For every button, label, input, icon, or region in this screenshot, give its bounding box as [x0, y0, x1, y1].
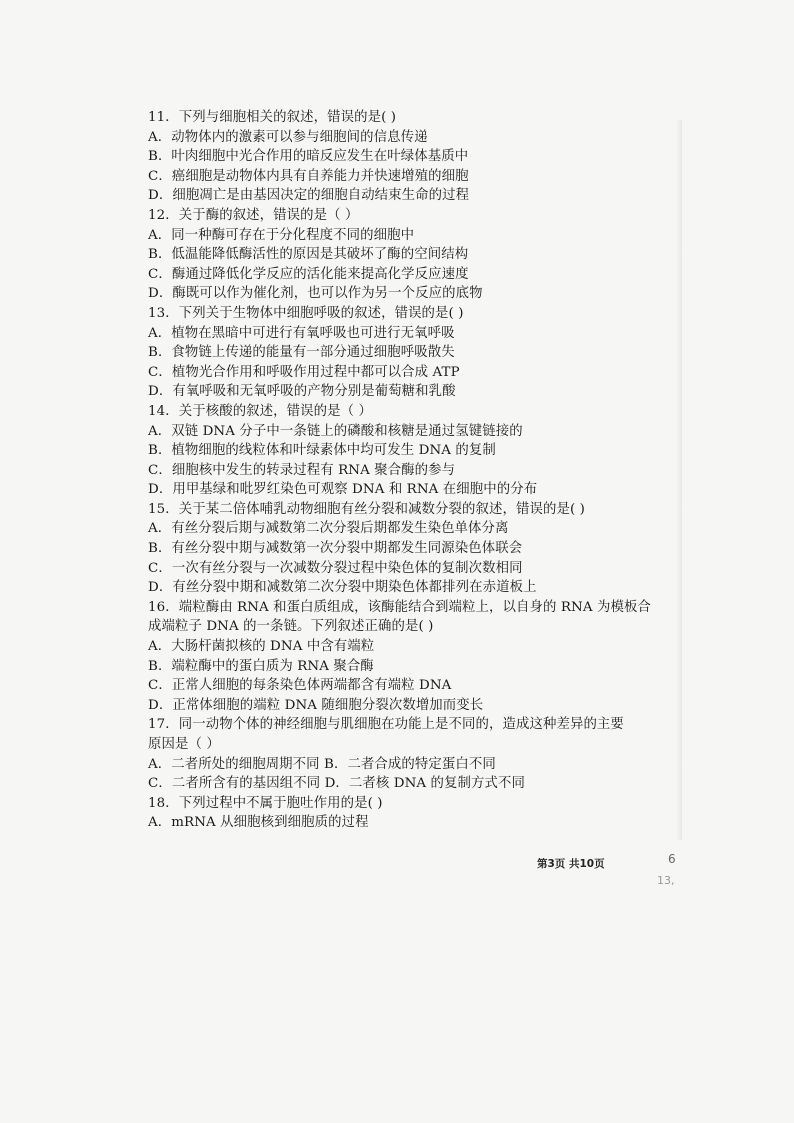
question-14-option-b: B．植物细胞的线粒体和叶绿素体中均可发生 DNA 的复制	[148, 443, 496, 459]
question-17-options-ab: A．二者所处的细胞周期不同 B．二者合成的特定蛋白不同	[148, 756, 496, 772]
question-18-stem: 18．下列过程中不属于胞吐作用的是( )	[148, 795, 383, 811]
question-16-option-a: A．大肠杆菌拟核的 DNA 中含有端粒	[148, 639, 375, 655]
question-11-option-d: D．细胞凋亡是由基因决定的细胞自动结束生命的过程	[148, 188, 470, 204]
question-17-stem-line-2: 原因是（ ）	[148, 737, 220, 752]
question-16-option-d: D．正常体细胞的端粒 DNA 随细胞分裂次数增加而变长	[148, 697, 484, 713]
question-list	[148, 108, 678, 833]
question-14-stem: 14．关于核酸的叙述，错误的是（ ）	[148, 403, 372, 419]
question-12-option-d: D．酶既可以作为催化剂，也可以作为另一个反应的底物	[148, 286, 483, 302]
question-15-option-c: C．一次有丝分裂与一次减数分裂过程中染色体的复制次数相同	[148, 560, 523, 576]
question-13-option-b: B．食物链上传递的能量有一部分通过细胞呼吸散失	[148, 345, 455, 361]
question-13-stem: 13．下列关于生物体中细胞呼吸的叙述，错误的是( )	[148, 305, 464, 321]
question-17-options-cd: C．二者所含有的基因组不同 D．二者核 DNA 的复制方式不同	[148, 776, 525, 792]
question-16-stem-line-1: 16．端粒酶由 RNA 和蛋白质组成，该酶能结合到端粒上，以自身的 RNA 为模板合	[148, 599, 651, 615]
question-14-option-a: A．双链 DNA 分子中一条链上的磷酸和核糖是通过氢键链接的	[148, 423, 523, 439]
question-12-option-a: A．同一种酶可存在于分化程度不同的细胞中	[148, 227, 415, 243]
question-16-option-c: C．正常人细胞的每条染色体两端都含有端粒 DNA	[148, 678, 452, 694]
question-13-option-a: A．植物在黑暗中可进行有氧呼吸也可进行无氧呼吸	[148, 325, 455, 341]
question-11-option-c: C．癌细胞是动物体内具有自养能力并快速增殖的细胞	[148, 168, 469, 184]
question-16-stem-line-2: 成端粒子 DNA 的一条链。下列叙述正确的是( )	[148, 619, 434, 635]
question-15-option-b: B．有丝分裂中期与减数第一次分裂中期都发生同源染色体联会	[148, 541, 523, 557]
corner-mark-top: 6	[668, 852, 676, 866]
question-13-option-c: C．植物光合作用和呼吸作用过程中都可以合成 ATP	[148, 364, 460, 380]
question-18-option-a: A．mRNA 从细胞核到细胞质的过程	[148, 815, 369, 831]
question-14-option-d: D．用甲基绿和吡罗红染色可观察 DNA 和 RNA 在细胞中的分布	[148, 482, 538, 498]
question-16-option-b: B．端粒酶中的蛋白质为 RNA 聚合酶	[148, 658, 374, 674]
question-15-stem: 15．关于某二倍体哺乳动物细胞有丝分裂和减数分裂的叙述，错误的是( )	[148, 501, 585, 517]
question-11-option-a: A．动物体内的激素可以参与细胞间的信息传递	[148, 129, 428, 145]
question-13-option-d: D．有氧呼吸和无氧呼吸的产物分别是葡萄糖和乳酸	[148, 384, 456, 400]
corner-mark-bottom: 13,	[657, 874, 675, 887]
question-15-option-a: A．有丝分裂后期与减数第二次分裂后期都发生染色单体分离	[148, 521, 509, 537]
question-15-option-d: D．有丝分裂中期和减数第二次分裂中期染色体都排列在赤道板上	[148, 580, 537, 596]
question-17-stem-line-1: 17．同一动物个体的神经细胞与肌细胞在功能上是不同的，造成这种差异的主要	[148, 717, 624, 733]
question-11-stem: 11．下列与细胞相关的叙述，错误的是( )	[148, 110, 397, 125]
question-11-option-b: B．叶肉细胞中光合作用的暗反应发生在叶绿体基质中	[148, 149, 469, 165]
question-12-stem: 12．关于酶的叙述，错误的是（ ）	[148, 207, 359, 223]
page-number-footer: 第3页 共10页	[537, 858, 605, 870]
question-12-option-b: B．低温能降低酶活性的原因是其破坏了酶的空间结构	[148, 247, 469, 263]
question-14-option-c: C．细胞核中发生的转录过程有 RNA 聚合酶的参与	[148, 462, 456, 478]
question-12-option-c: C．酶通过降低化学反应的活化能来提高化学反应速度	[148, 266, 469, 282]
